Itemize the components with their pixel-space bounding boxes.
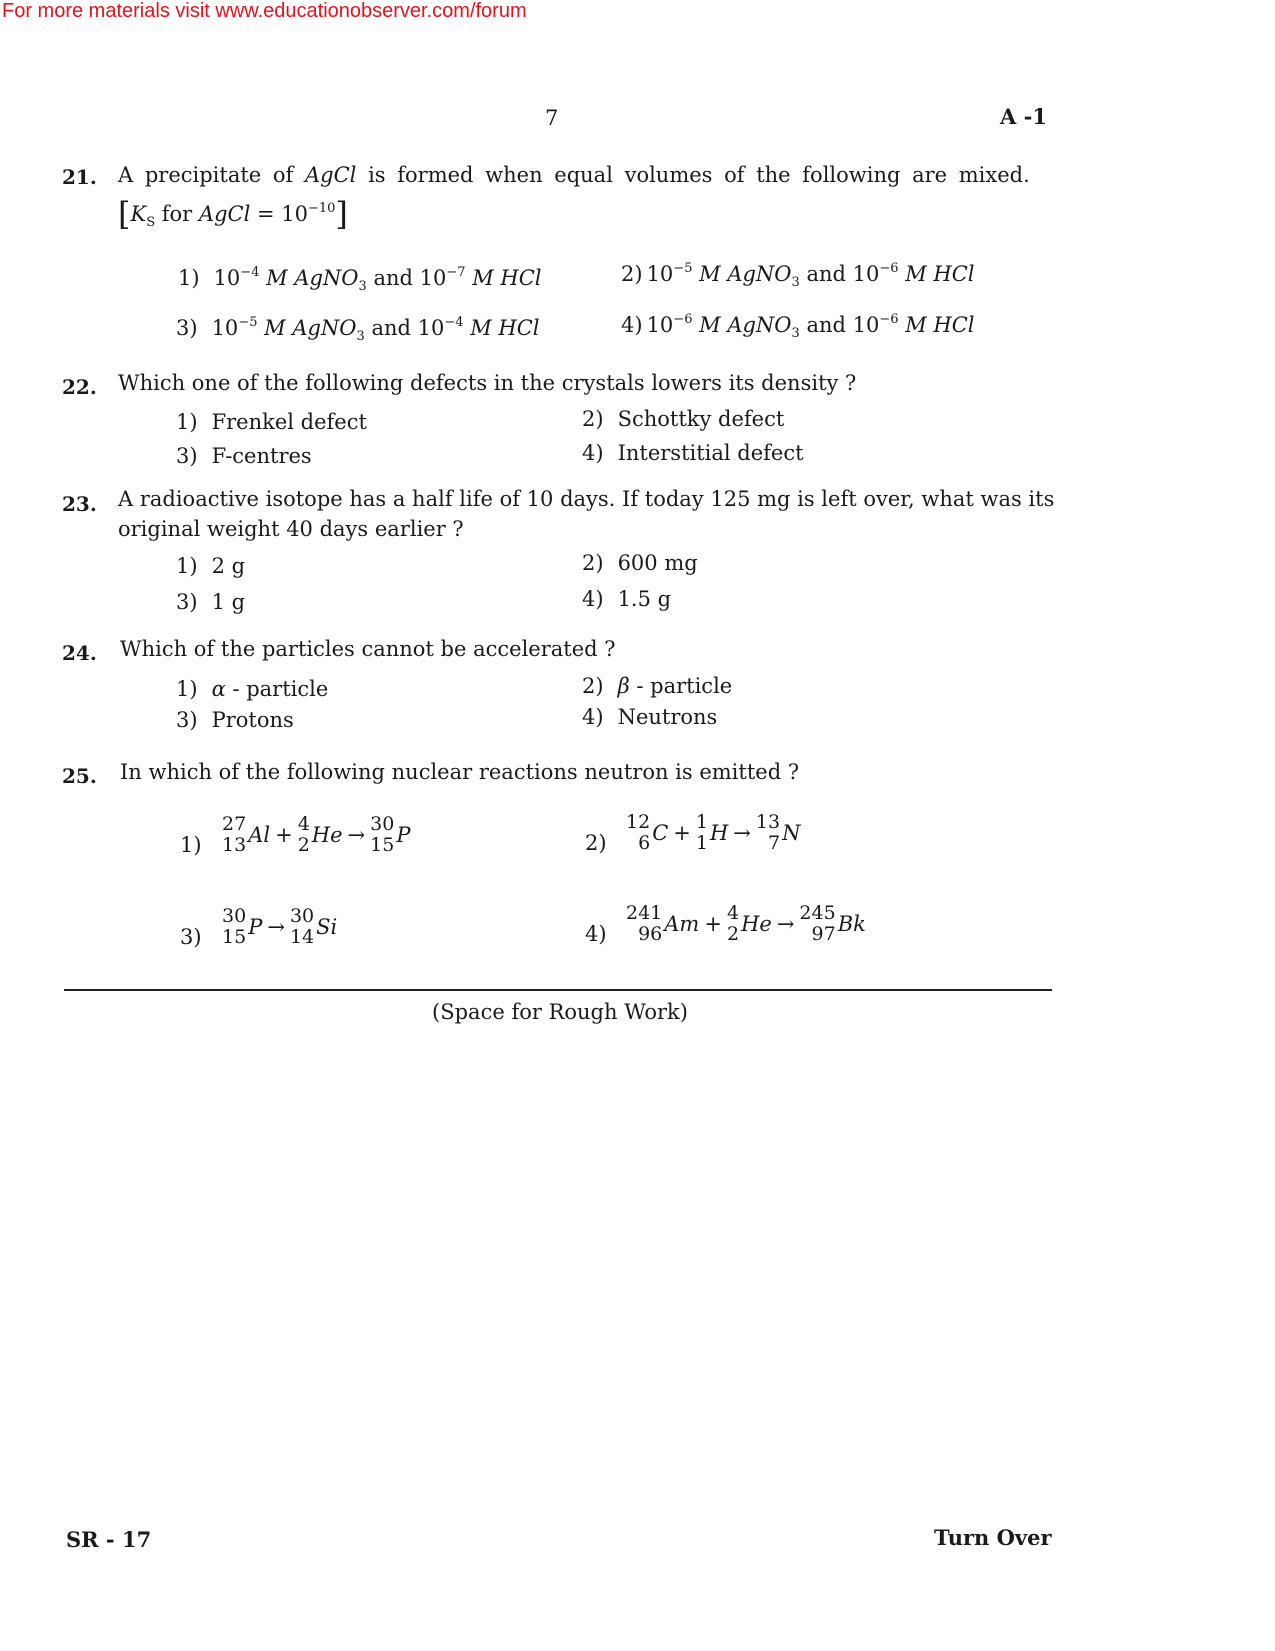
paper-code: A -1 [1000,104,1047,129]
q21-option-3[interactable]: 3) $10^{-5}$ M AgNO$_3$ and $10^{-4}$ M HCl [176,315,540,344]
q22-option-3[interactable]: 3) F-centres [176,444,312,468]
q25-option-1-label[interactable]: 1) [180,833,202,857]
question-25-text: In which of the following nuclear reactions neutron is emitted ? [120,760,800,784]
question-number-23: 23. [62,492,97,516]
q24-option-2[interactable]: 2) β - particle [582,674,733,698]
question-number-21: 21. [62,165,97,189]
rough-work-label: (Space for Rough Work) [432,1000,688,1024]
q25-option-4-reaction[interactable]: 241 96 Am + 4 2 He → 245 97 Bk [626,902,866,945]
q23-option-3[interactable]: 3) 1 g [176,590,246,614]
q25-option-2-reaction[interactable]: 12 6 C + 1 1 H → 13 7 N [626,811,801,854]
question-21-ks: [$K_S$ for AgCl = $10^{-10}$] [118,195,348,233]
question-22-text: Which one of the following defects in the crystals lowers its density ? [118,371,857,395]
q21-option-2[interactable]: 2) $10^{-5}$ M AgNO$_3$ and $10^{-6}$ M HCl [621,261,975,290]
q25-option-3-label[interactable]: 3) [180,925,202,949]
q25-option-3-reaction[interactable]: 30 15 P → 30 14 Si [222,905,338,948]
q23-option-1[interactable]: 1) 2 g [176,554,246,578]
q25-option-1-reaction[interactable]: 27 13 Al + 4 2 He → 30 15 P [222,813,411,856]
q24-option-4[interactable]: 4) Neutrons [582,705,718,729]
q23-option-4[interactable]: 4) 1.5 g [582,587,672,611]
question-21-text: A precipitate of AgCl is formed when equal volumes of the following are mixed. [118,163,1030,187]
question-number-24: 24. [62,641,97,665]
q25-option-2-label[interactable]: 2) [585,831,607,855]
q24-option-3[interactable]: 3) Protons [176,708,294,732]
question-number-25: 25. [62,764,97,788]
question-number-22: 22. [62,375,97,399]
question-23-line-1: A radioactive isotope has a half life of 10 days. If today 125 mg is left over, what was its [118,487,1055,511]
q21-option-1[interactable]: 1) $10^{-4}$ M AgNO$_3$ and $10^{-7}$ M HCl [178,265,542,294]
page-number: 7 [545,106,559,130]
footer-code: SR - 17 [66,1527,152,1552]
turn-over-label: Turn Over [934,1525,1052,1550]
q24-option-1[interactable]: 1) α - particle [176,677,329,701]
source-banner: For more materials visit www.educationobserver.com/forum [2,0,527,22]
q21-option-4[interactable]: 4) $10^{-6}$ M AgNO$_3$ and $10^{-6}$ M HCl [621,312,975,341]
q25-option-4-label[interactable]: 4) [585,922,607,946]
section-divider [64,989,1052,991]
question-23-line-2: original weight 40 days earlier ? [118,517,464,541]
q22-option-4[interactable]: 4) Interstitial defect [582,441,804,465]
q23-option-2[interactable]: 2) 600 mg [582,551,698,575]
q22-option-2[interactable]: 2) Schottky defect [582,407,785,431]
q22-option-1[interactable]: 1) Frenkel defect [176,410,367,434]
question-24-text: Which of the particles cannot be accelerated ? [120,637,616,661]
